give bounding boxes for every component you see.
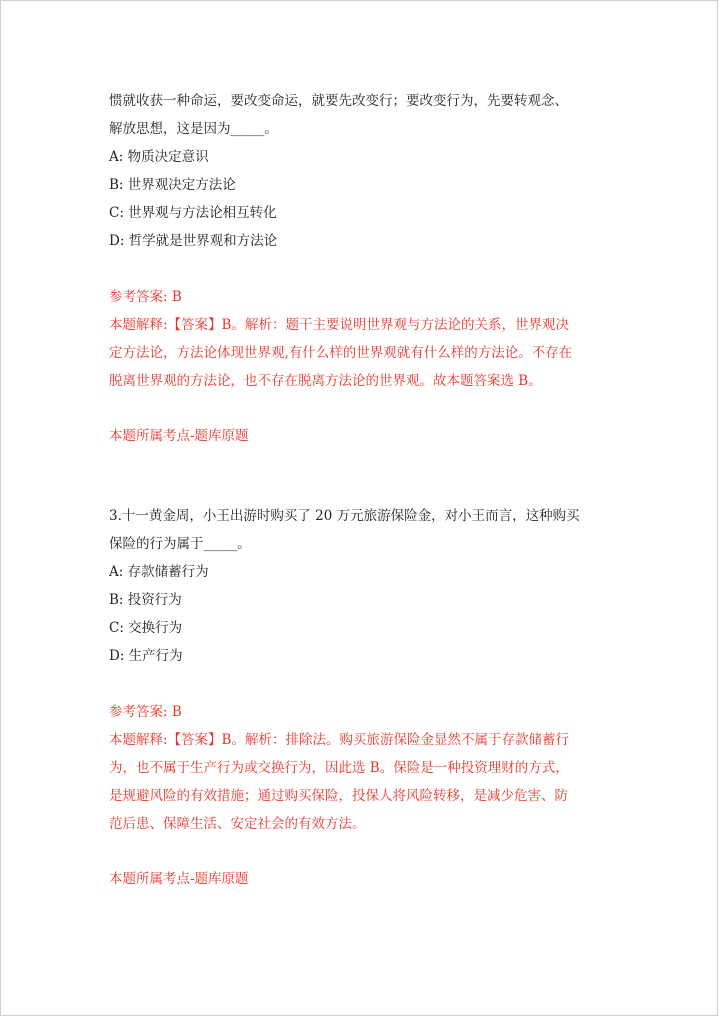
question-stem [109,87,619,143]
answer-explanation [109,311,619,395]
answer-explanation [109,726,619,838]
stem-line: 保险的行为属于_____。 [109,536,251,552]
reference-answer: 参考答案: B [109,289,182,305]
explanation-line: 脱离世界观的方法论，也不存在脱离方法论的世界观。故本题答案选 B。 [109,373,542,389]
explanation-line: 本题解释:【答案】B。解析：题干主要说明世界观与方法论的关系，世界观决 [109,317,569,333]
option-b: B: 投资行为 [109,592,182,608]
explanation-line: 范后患、保障生活、安定社会的有效方法。 [109,816,366,832]
option-c: C: 世界观与方法论相互转化 [109,205,277,221]
page-content [109,87,619,893]
explanation-line: 定方法论，方法论体现世界观,有什么样的世界观就有什么样的方法论。不存在 [109,345,573,361]
stem-line: 解放思想，这是因为_____。 [109,121,278,137]
question-block [109,87,619,450]
option-d: D: 哲学就是世界观和方法论 [109,233,278,249]
option-list [109,558,619,670]
option-d: D: 生产行为 [109,648,183,664]
explanation-line: 为，也不属于生产行为或交换行为，因此选 B。保险是一种投资理财的方式， [109,760,569,776]
reference-answer: 参考答案: B [109,704,182,720]
option-b: B: 世界观决定方法论 [109,177,236,193]
explanation-line: 本题解释:【答案】B。解析：排除法。购买旅游保险金显然不属于存款储蓄行 [109,732,569,748]
stem-line: 3.十一黄金周，小王出游时购买了 20 万元旅游保险金，对小王而言，这种购买 [109,508,580,524]
stem-line: 惯就收获一种命运，要改变命运，就要先改变行；要改变行为，先要转观念、 [109,93,568,109]
option-a: A: 物质决定意识 [109,149,209,165]
option-c: C: 交换行为 [109,620,183,636]
question-source: 本题所属考点-题库原题 [109,428,249,444]
question-stem [109,502,619,558]
question-source: 本题所属考点-题库原题 [109,871,249,887]
explanation-line: 是规避风险的有效措施；通过购买保险，投保人将风险转移，是减少危害、防 [109,788,568,804]
option-list [109,143,619,255]
option-a: A: 存款储蓄行为 [109,564,209,580]
question-block [109,502,619,893]
